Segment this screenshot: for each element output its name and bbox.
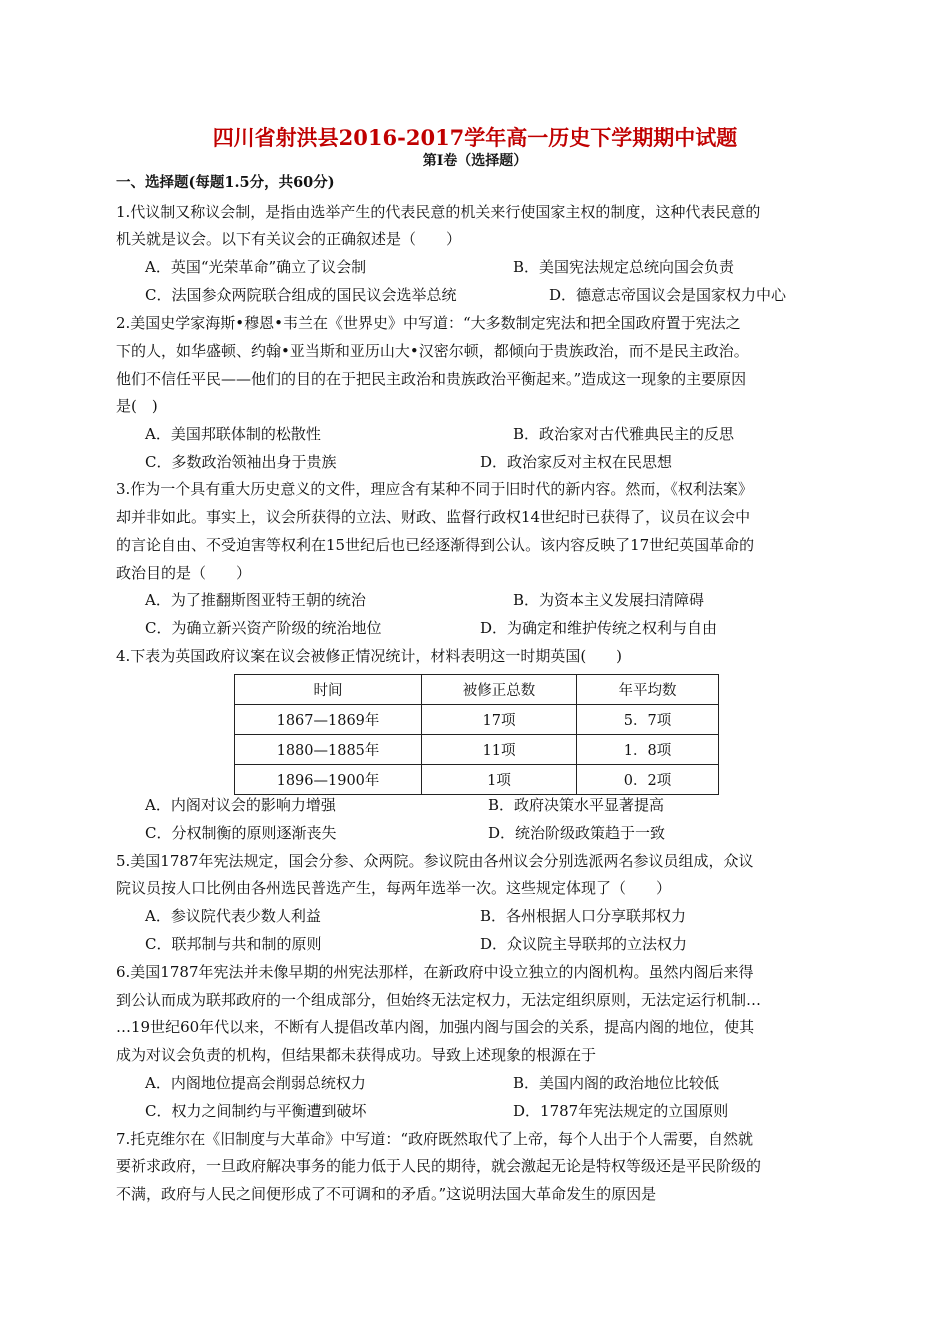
section-heading: 一、选择题(每题1.5分，共60分)	[116, 174, 335, 191]
table-cell: 5．7项	[577, 705, 719, 735]
question-1-option-c: C．法国参众两院联合组成的国民议会选举总统	[145, 286, 457, 304]
table-cell: 11项	[422, 735, 577, 765]
question-4-option-c: C．分权制衡的原则逐渐丧失	[145, 824, 337, 842]
table-row	[235, 705, 719, 735]
question-1-option-d: D．德意志帝国议会是国家权力中心	[549, 286, 787, 304]
question-7-line: 要祈求政府，一旦政府解决事务的能力低于人民的期待，就会激起无论是特权等级还是平民阶级的	[116, 1157, 762, 1175]
question-6-option-b: B．美国内阁的政治地位比较低	[513, 1074, 720, 1092]
question-2-option-b: B．政治家对古代雅典民主的反思	[513, 425, 735, 443]
table-cell: 1896—1900年	[235, 765, 422, 795]
question-1-line: 1.代议制又称议会制，是指由选举产生的代表民意的机关来行使国家主权的制度，这种代表民意的	[116, 203, 761, 221]
question-3-option-c: C．为确立新兴资产阶级的统治地位	[145, 619, 382, 637]
question-5-option-b: B．各州根据人口分享联邦权力	[480, 907, 687, 925]
question-6-line: 到公认而成为联邦政府的一个组成部分，但始终无法定权力，无法定组织原则，无法定运行机制…	[116, 991, 762, 1009]
question-4-line: 4.下表为英国政府议案在议会被修正情况统计，材料表明这一时期英国( )	[116, 647, 623, 665]
question-2-option-d: D．政治家反对主权在民思想	[480, 453, 673, 471]
question-2-line: 下的人，如华盛顿、约翰•亚当斯和亚历山大•汉密尔顿，都倾向于贵族政治，而不是民主政治。	[116, 342, 749, 360]
table-header-cell: 年平均数	[577, 675, 719, 705]
question-6-option-d: D．1787年宪法规定的立国原则	[513, 1102, 729, 1120]
question-3-option-a: A．为了推翻斯图亚特王朝的统治	[145, 591, 366, 609]
question-4-option-a: A．内阁对议会的影响力增强	[145, 796, 336, 814]
table-header-cell: 被修正总数	[422, 675, 577, 705]
page-title: 四川省射洪县2016-2017学年高一历史下学期期中试题	[212, 125, 738, 150]
question-2-line: 是( )	[116, 397, 158, 415]
question-2-line: 他们不信任平民——他们的目的在于把民主政治和贵族政治平衡起来。”造成这一现象的主要原因	[116, 370, 747, 388]
table-row	[235, 735, 719, 765]
question-3-line: 政治目的是（ ）	[116, 564, 252, 582]
amendment-statistics-table	[234, 674, 719, 795]
table-cell: 1．8项	[577, 735, 719, 765]
question-1-option-a: A．英国“光荣革命”确立了议会制	[145, 258, 367, 276]
question-6-line: 成为对议会负责的机构，但结果都未获得成功。导致上述现象的根源在于	[116, 1046, 597, 1064]
question-6-line: …19世纪60年代以来，不断有人提倡改革内阁，加强内阁与国会的关系，提高内阁的地位，使其	[116, 1018, 755, 1036]
question-3-line: 却并非如此。事实上，议会所获得的立法、财政、监督行政权14世纪时已获得了，议员在议会中	[116, 508, 751, 526]
table-cell: 0．2项	[577, 765, 719, 795]
question-2-option-a: A．美国邦联体制的松散性	[145, 425, 321, 443]
question-1-line: 机关就是议会。以下有关议会的正确叙述是（ ）	[116, 230, 462, 248]
question-6-line: 6.美国1787年宪法并未像早期的州宪法那样，在新政府中设立独立的内阁机构。虽然内阁后来得	[116, 963, 754, 981]
table-row	[235, 765, 719, 795]
question-7-line: 7.托克维尔在《旧制度与大革命》中写道：“政府既然取代了上帝，每个人出于个人需要，自然就	[116, 1130, 753, 1148]
question-2-option-c: C．多数政治领袖出身于贵族	[145, 453, 337, 471]
table-cell: 1项	[422, 765, 577, 795]
question-3-option-b: B．为资本主义发展扫清障碍	[513, 591, 705, 609]
question-5-option-c: C．联邦制与共和制的原则	[145, 935, 322, 953]
question-5-option-a: A．参议院代表少数人利益	[145, 907, 321, 925]
question-5-line: 院议员按人口比例由各州选民普选产生，每两年选举一次。这些规定体现了（ ）	[116, 879, 672, 897]
question-2-line: 2.美国史学家海斯•穆恩•韦兰在《世界史》中写道：“大多数制定宪法和把全国政府置于宪法之	[116, 314, 741, 332]
table-header-row	[235, 675, 719, 705]
question-7-line: 不满，政府与人民之间便形成了不可调和的矛盾。”这说明法国大革命发生的原因是	[116, 1185, 657, 1203]
question-4-option-b: B．政府决策水平显著提高	[488, 796, 665, 814]
question-3-line: 3.作为一个具有重大历史意义的文件，理应含有某种不同于旧时代的新内容。然而，《权利法案》	[116, 480, 753, 498]
question-4-option-d: D．统治阶级政策趋于一致	[488, 824, 666, 842]
question-1-option-b: B．美国宪法规定总统向国会负责	[513, 258, 735, 276]
question-6-option-c: C．权力之间制约与平衡遭到破坏	[145, 1102, 367, 1120]
question-5-line: 5.美国1787年宪法规定，国会分参、众两院。参议院由各州议会分别选派两名参议员组成，众议	[116, 852, 754, 870]
section-subtitle: 第Ⅰ卷（选择题）	[422, 153, 528, 169]
question-3-option-d: D．为确定和维护传统之权利与自由	[480, 619, 718, 637]
table-cell: 1880—1885年	[235, 735, 422, 765]
table-cell: 17项	[422, 705, 577, 735]
question-5-option-d: D．众议院主导联邦的立法权力	[480, 935, 688, 953]
table-cell: 1867—1869年	[235, 705, 422, 735]
question-3-line: 的言论自由、不受迫害等权利在15世纪后也已经逐渐得到公认。该内容反映了17世纪英国革命的	[116, 536, 755, 554]
question-6-option-a: A．内阁地位提高会削弱总统权力	[145, 1074, 366, 1092]
table-header-cell: 时间	[235, 675, 422, 705]
